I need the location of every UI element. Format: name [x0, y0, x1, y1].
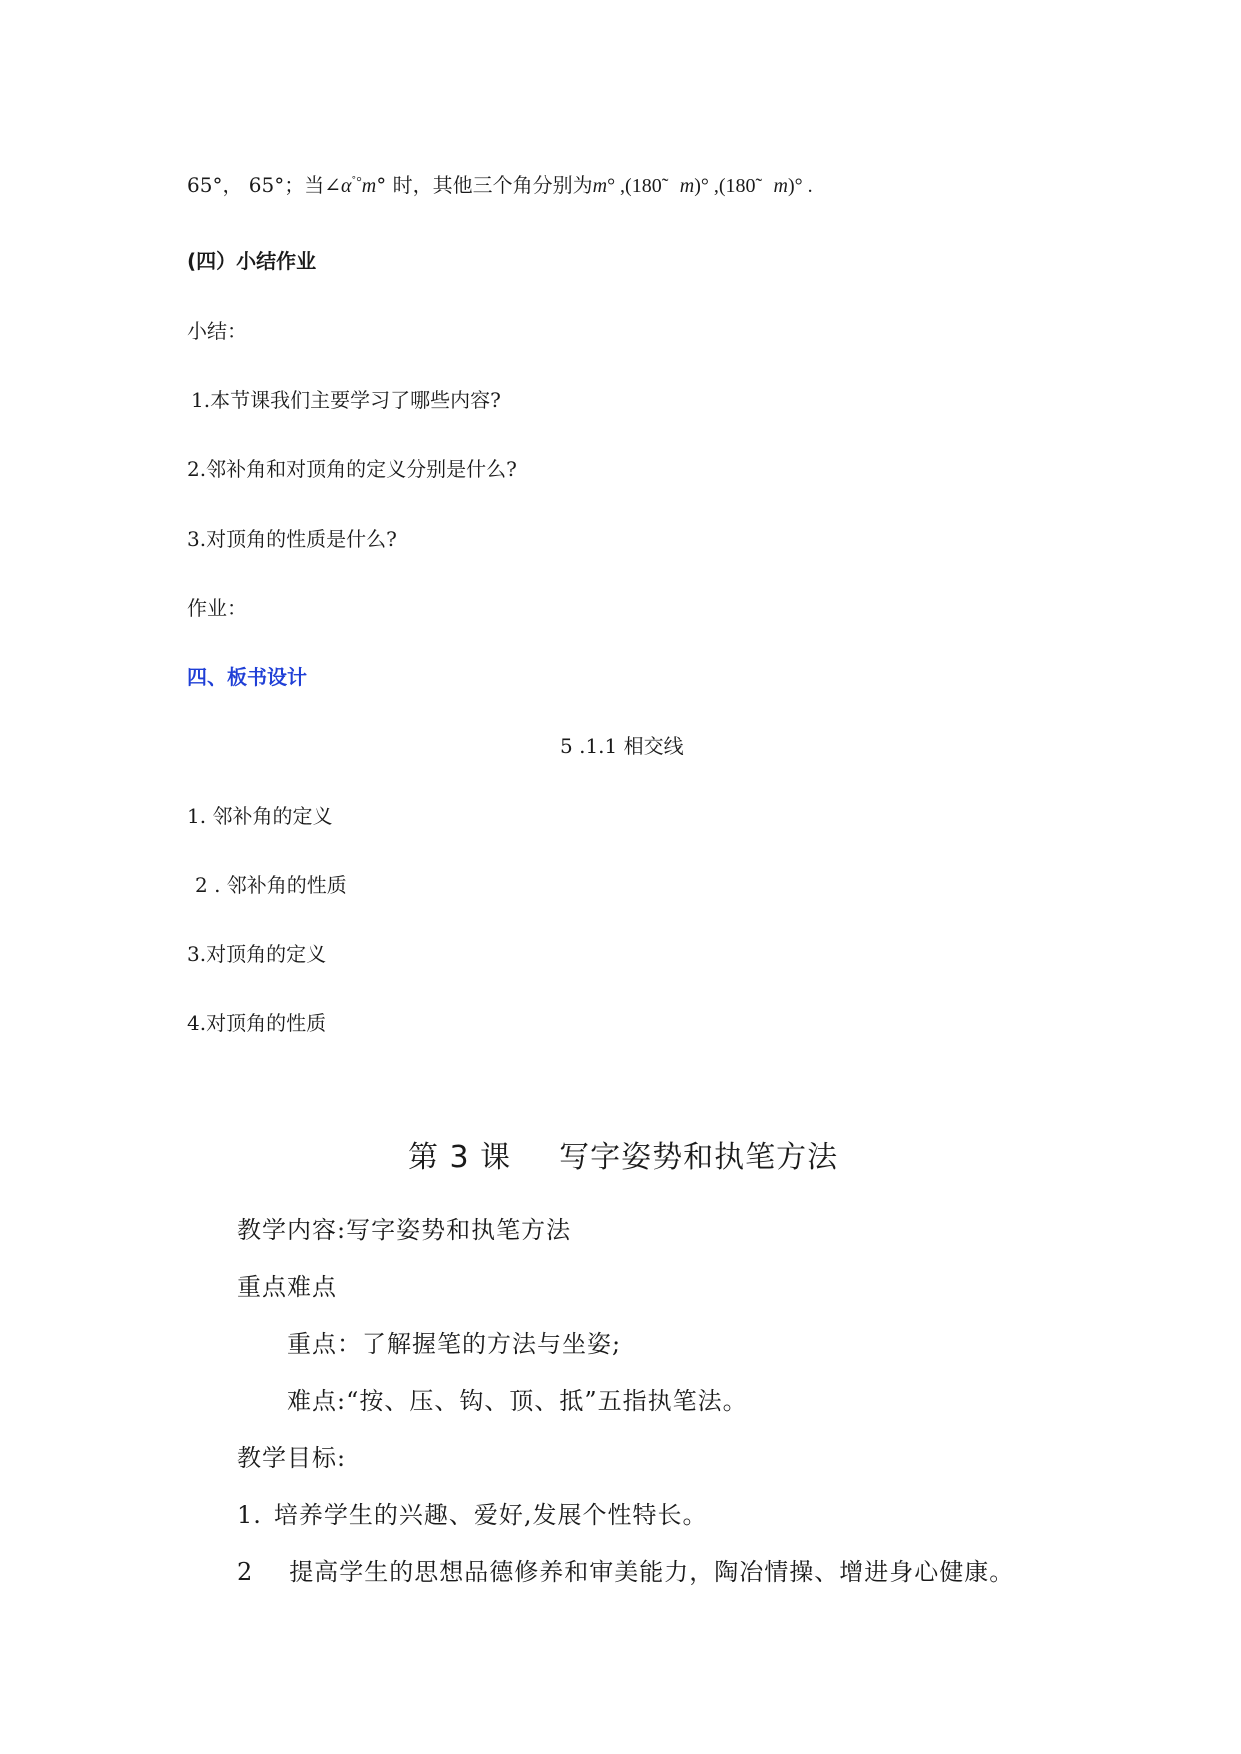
- lesson-title: [408, 1139, 838, 1177]
- summary-question-3: 3.对顶角的性质是什么?: [187, 527, 397, 551]
- board-item-1: 1. 邻补角的定义: [187, 804, 333, 828]
- var-m-1: m: [361, 175, 377, 197]
- board-item-4: 4.对顶角的性质: [187, 1011, 327, 1035]
- sep-2: )° ,(180̃: [694, 175, 756, 197]
- board-item-2: 2 . 邻补角的性质: [195, 873, 347, 897]
- homework-label: 作业：: [187, 596, 247, 620]
- when-text: ° 时，其他三个角分别为: [376, 173, 593, 197]
- summary-question-1: 1.本节课我们主要学习了哪些内容?: [191, 388, 501, 412]
- garbled-equals-symbol: ˚°: [351, 175, 362, 190]
- summary-question-2: 2.邻补角和对顶角的定义分别是什么?: [187, 457, 517, 481]
- angle-alpha-symbol: ∠α: [324, 175, 352, 197]
- key-point: 重点：了解握笔的方法与坐姿;: [287, 1330, 622, 1358]
- var-m-4: m: [773, 175, 788, 197]
- goal-1-number: 1.: [237, 1501, 262, 1529]
- difficulty: 难点:“按、压、钩、顶、抵”五指执笔法。: [287, 1387, 748, 1415]
- var-m-2: m: [592, 175, 608, 197]
- angle-values-line: [187, 170, 813, 199]
- var-m-3: m: [679, 175, 695, 197]
- summary-section-heading: (四）小结作业: [187, 249, 317, 273]
- goal-1-text: 培养学生的兴趣、爱好,发展个性特长。: [273, 1501, 708, 1529]
- key-points-label: 重点难点: [237, 1273, 337, 1301]
- lesson-number: 第 3 课: [408, 1140, 512, 1175]
- board-design-heading: 四、板书设计: [187, 665, 307, 689]
- summary-label: 小结：: [187, 319, 247, 343]
- end-text: )° .: [787, 175, 813, 197]
- goal-2-text: 提高学生的思想品德修养和审美能力，陶冶情操、增进身心健康。: [289, 1558, 1015, 1586]
- board-item-3: 3.对顶角的定义: [187, 942, 327, 966]
- board-title: 5 .1.1 相交线: [560, 734, 684, 758]
- teaching-content: 教学内容:写字姿势和执笔方法: [237, 1216, 572, 1244]
- goal-2: [237, 1557, 1014, 1587]
- goal-2-number: 2: [237, 1558, 254, 1586]
- sep-1: ° ,(180̃: [607, 175, 662, 197]
- angle-values-text: 65°， 65°；当: [187, 173, 325, 197]
- goals-label: 教学目标:: [237, 1444, 347, 1472]
- goal-1: [237, 1500, 708, 1530]
- lesson-subtitle: 写字姿势和执笔方法: [559, 1140, 839, 1175]
